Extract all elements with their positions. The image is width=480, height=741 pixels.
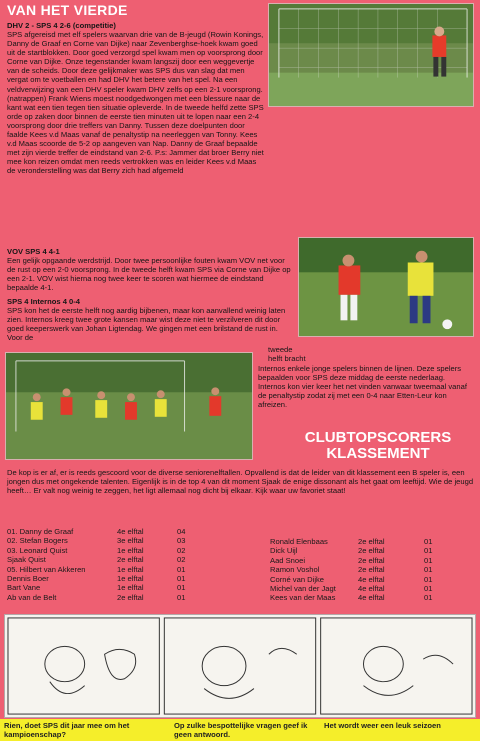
scorer-team: 4e elftal (358, 574, 385, 584)
match1-text-a (7, 30, 265, 176)
scorer-goals: 01 (177, 592, 186, 602)
match2-header: VOV SPS 4 4-1 (7, 247, 60, 256)
scorer-row (270, 546, 454, 555)
scorer-row (270, 537, 454, 546)
match3-article (7, 297, 292, 342)
scorer-row (7, 574, 207, 583)
scorer-goals: 01 (424, 546, 433, 556)
match3-body-cont-b: helft bracht (268, 354, 306, 363)
match1-article (7, 21, 265, 30)
scorer-name: 03. Leonard Quist (7, 545, 68, 555)
scorer-team: 2e elftal (358, 546, 385, 556)
scorer-goals: 01 (177, 583, 186, 593)
scorer-team: 1e elftal (117, 545, 144, 555)
scorer-row (270, 584, 454, 593)
scorer-team: 2e elftal (117, 555, 144, 565)
scorer-goals: 01 (177, 564, 186, 574)
match3-body-cont-a: tweede (268, 345, 293, 354)
scorers-right-list (270, 537, 454, 603)
scorer-row (270, 575, 454, 584)
scorer-team: 2e elftal (358, 555, 385, 565)
scorer-goals: 01 (424, 565, 433, 575)
scorer-name: Sjaak Quist (7, 555, 46, 565)
scorer-name: 02. Stefan Bogers (7, 536, 68, 546)
scorer-team: 1e elftal (117, 574, 144, 584)
scorer-goals: 01 (177, 574, 186, 584)
match3-cont-a (268, 345, 293, 354)
comic-captions (0, 719, 480, 741)
match3-body: SPS kon het de eerste helft nog aardig bijbenen, maar kon aanvallend weinig laten zien. Internos kreeg twee grote kansen maar wist deze niet te verzilveren dit door goed keeperswerk van Johan Ligtendag. We gingen met een brilstand de rust in. Voor de (7, 306, 286, 343)
scorer-team: 2e elftal (358, 565, 385, 575)
scorer-row (7, 565, 207, 574)
scorer-goals: 01 (424, 555, 433, 565)
scorer-name: Dennis Boer (7, 574, 49, 584)
match1-body: SPS afgereisd met elf spelers waarvan drie van de B-jeugd (Rowin Konings, Danny de Graaf en Corne van Dijke) naar Zevenberghse-hoek kwam goed uit de startblokken. Door goed verzorgd spel kwam men op voorsprong door Corne van Dijke. Onze tegenstander kwam langszij door een weggevertje van de scheids. Door deze gelijkmaker was SPS dus van slag dat men vergat om te voetballen en had DHV het betere van het spel. Na een veldverwijzing van een DHV speler kwam DHV zelfs op een 2-1 voorsprong. (natrappen) Frank Wiens moest noodgedwongen met een blessure naar de kant wat een tien tegen tien situatie opleverde. In de tweede helfd zette SPS orde op zaken door binnen de eerste tien minuten uit te lopen naar een 2-4 voorsprong door drie treffers van Danny. Tussen deze doelpunten door faalde Kees v.d Maas vanaf de penaltystip na neerleggen van Tonny. Kees v.d Maas scoorde de 5-2 op aangeven van Nap. Danny de Graaf bepaalde met zijn vierde treffer de eindstand van 2-6. P.s: Jammer dat broer Berry niet mee kon reizen omdat men reeds vertrokken was en leider Kees v.d Maas de veronderstelling was dat Berry zich had afgemeld (7, 30, 264, 176)
scorer-goals: 01 (424, 584, 433, 594)
scorer-team: 2e elftal (117, 592, 144, 602)
topscorers-title (288, 430, 468, 462)
scorer-row (270, 593, 454, 602)
page-title: VAN HET VIERDE (7, 2, 128, 18)
scorer-row (7, 527, 207, 536)
scorer-name: Michel van der Jagt (270, 584, 336, 594)
scorer-name: Corné van Dijke (270, 574, 325, 584)
scorer-team: 3e elftal (117, 536, 144, 546)
match3-header: SPS 4 Internos 4 0-4 (7, 297, 81, 306)
scorers-left-list (7, 527, 207, 602)
scorer-team: 4e elftal (358, 584, 385, 594)
scorer-team: 1e elftal (117, 583, 144, 593)
scorer-name: Kees van der Maas (270, 593, 336, 603)
caption-3: Het wordt weer een leuk seizoen (324, 721, 441, 730)
topscorers-intro (7, 468, 475, 495)
scorer-name: Ramon Voshol (270, 565, 320, 575)
caption-1: Rien, doet SPS dit jaar mee om het kampioenschap? (4, 721, 130, 739)
scorer-team: 4e elftal (358, 593, 385, 603)
comic-strip (4, 614, 476, 718)
scorer-team: 1e elftal (117, 564, 144, 574)
photo-duel (298, 237, 474, 337)
scorer-goals: 01 (424, 593, 433, 603)
scorer-name: Ronald Elenbaas (270, 537, 328, 546)
match3-cont-b (268, 354, 306, 363)
scorer-goals: 02 (177, 545, 186, 555)
scorer-goals: 01 (424, 574, 433, 584)
scorer-goals: 04 (177, 527, 186, 536)
scorer-row (7, 536, 207, 545)
scorer-name: Ab van de Belt (7, 592, 57, 602)
match2-article (7, 247, 292, 292)
scorer-goals: 03 (177, 536, 186, 546)
match1-header: DHV 2 - SPS 4 2-6 (competitie) (7, 21, 116, 30)
scorer-team: 2e elftal (358, 537, 385, 546)
scorer-row (7, 583, 207, 592)
scorer-name: 05. Hilbert van Akkeren (7, 564, 86, 574)
scorer-name: Aad Snoei (270, 555, 306, 565)
match3-cont-c (258, 364, 473, 409)
scorer-name: Dick Uijl (270, 546, 298, 556)
caption-2: Op zulke bespottelijke vragen geef ik geen antwoord. (174, 721, 308, 739)
photo-goalmouth (5, 352, 253, 460)
scorer-name: Bart Vane (7, 583, 41, 593)
scorer-row (7, 555, 207, 564)
topscorers-title-line1: CLUBTOPSCORERS (304, 429, 452, 446)
scorer-name: 01. Danny de Graaf (7, 527, 74, 536)
scorer-row (7, 546, 207, 555)
topscorers-title-line2: KLASSEMENT (326, 445, 430, 462)
scorer-team: 4e elftal (117, 527, 144, 536)
scorer-row (270, 565, 454, 574)
scorer-goals: 01 (424, 537, 433, 546)
scorer-row (270, 556, 454, 565)
match3-body-cont-c: Internos enkele jonge spelers binnen de lijnen. Deze spelers bepaalden voor SPS deze middag de eerste nederlaag. Internos kon vier keer het net vinden vanwaar tweemaal vanaf de penaltystip zodat zij met een 0-4 naar Etten-Leur kon afreizen. (258, 364, 467, 410)
photo-goalkeeper (268, 3, 474, 107)
match2-body: Een gelijk opgaande werdstrijd. Door twee persoonlijke fouten kwam VOV net voor de rust op een 2-0 voorsprong. In de tweede helft kwam SPS via Corne van Dijke op een 2-1. VOV wist hierna nog twee keer te scoren wat hiermee de eindstand bepaalde 4-1. (7, 256, 291, 293)
topscorers-intro-text: De kop is er af, er is reeds gescoord voor de diverse seniorenelftallen. Opvallend is dat de leider van dit klassement een B speler is, een jongen dus met ongekende talenten. Eigenlijk is in de top 4 van dit moment Sjaak de enige dissonant als het gaat om leeftijd. Wie de jeugd heeft… Er valt nog weinig te zeggen, het ligt allemaal nog dicht bij elkaar. Kijk waar uw favoriet staat! (7, 468, 474, 496)
scorer-goals: 02 (177, 555, 186, 565)
scorer-row (7, 593, 207, 602)
